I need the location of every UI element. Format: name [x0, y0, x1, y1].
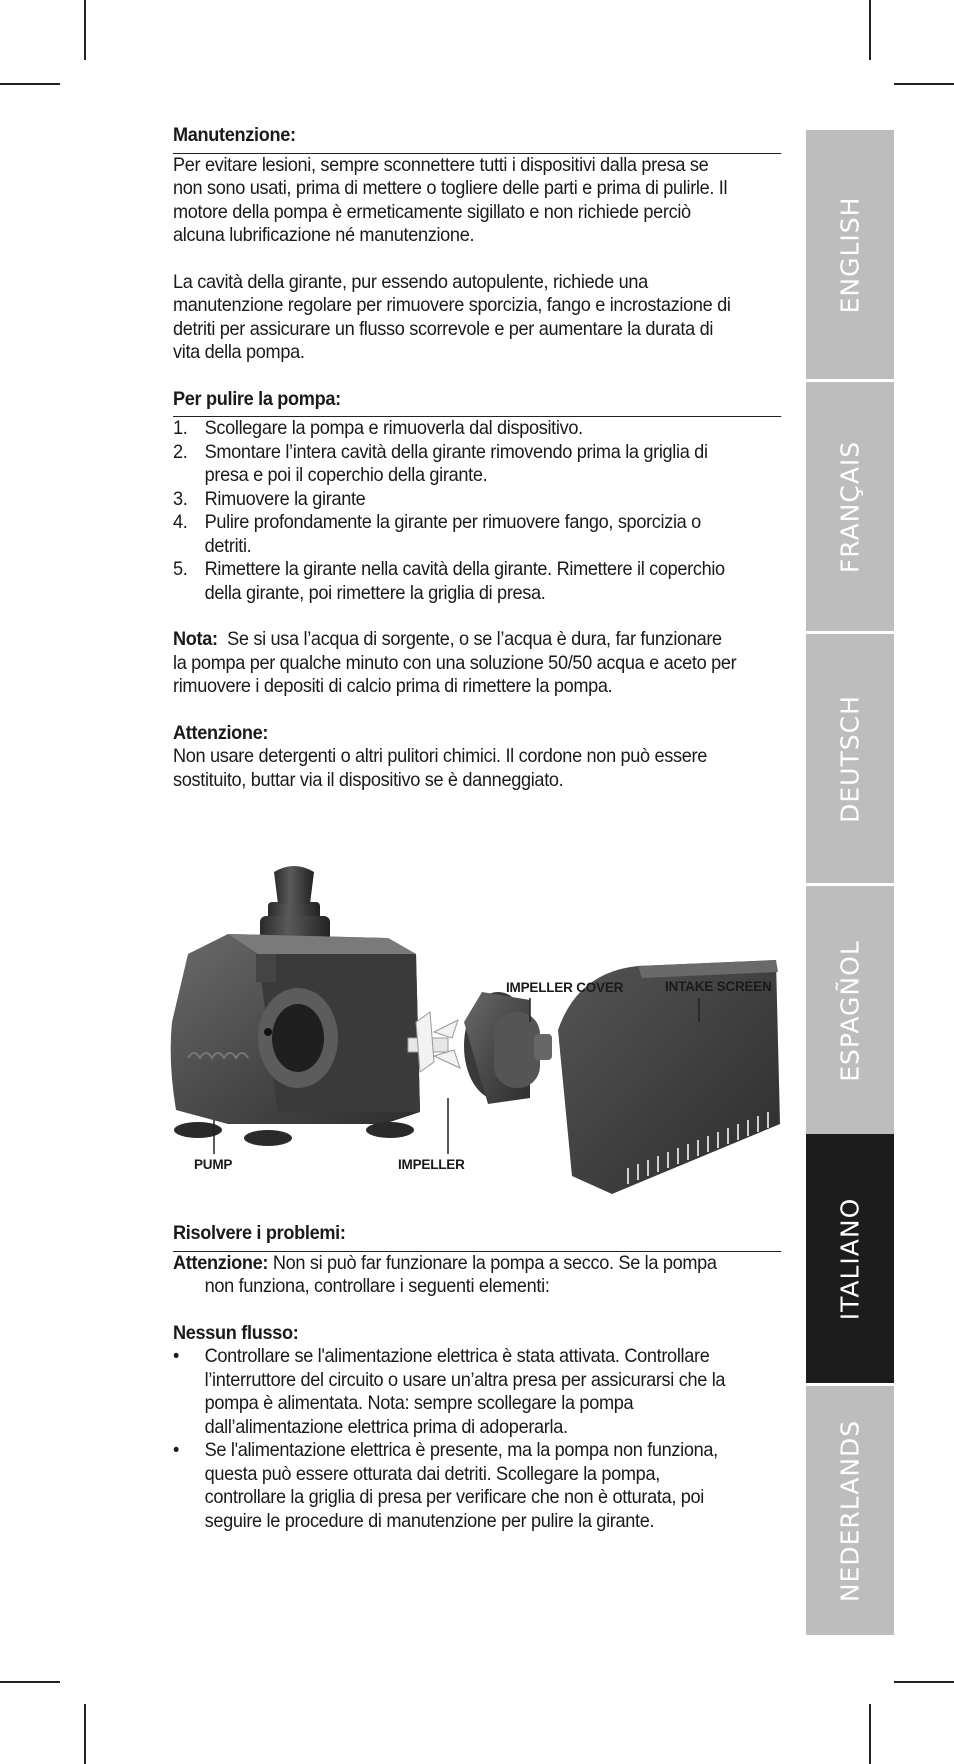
list-item: 1. Scollegare la pompa e rimuoverla dal dispositivo.	[173, 417, 583, 439]
troubleshooting-content	[173, 1222, 738, 1556]
impeller-cover	[464, 992, 552, 1104]
pump-diagram	[158, 862, 786, 1202]
impeller-label: IMPELLER	[398, 1157, 465, 1172]
list-item: 3. Rimuovere la girante	[173, 487, 366, 510]
list-item: 4. Pulire profondamente la girante per rimuovere fango, sporcizia o detriti.	[173, 511, 701, 557]
warning-text: Non usare detergenti o altri pulitori chimici. Il cordone non può essere sostituito, buttar via il dispositivo se è danneggiato.	[173, 745, 708, 791]
maintenance-paragraph-1: Per evitare lesioni, sempre sconnettere tutti i dispositivi dalla presa se non sono usati, prima di mettere o togliere delle parti e prima di pulirle. Il motore della pompa è ermeticamente sigillato e non richiede perciò alcuna lubrificazione né manutenzione.	[173, 153, 728, 246]
tab-english[interactable]: ENGLISH	[806, 130, 894, 379]
noflow-heading: Nessun flusso:	[173, 1321, 299, 1344]
cleaning-steps	[173, 417, 738, 605]
crop-mark	[894, 83, 954, 85]
list-item: 2. Smontare l’intera cavità della girante rimovendo prima la griglia di presa e poi il coperchio della girante.	[173, 440, 708, 486]
noflow-list	[173, 1345, 738, 1533]
crop-mark	[0, 83, 60, 85]
crop-mark	[869, 1704, 871, 1764]
crop-mark	[0, 1681, 60, 1683]
tab-francais[interactable]: FRANÇAIS	[806, 382, 894, 631]
warning-label: Attenzione:	[173, 721, 269, 744]
main-content	[173, 124, 738, 792]
troubleshooting-warning: Attenzione: Non si può far funzionare la pompa a secco. Se la pompa non funziona, controllare i seguenti elementi:	[173, 1251, 717, 1297]
crop-mark	[869, 0, 871, 60]
pump-label: PUMP	[194, 1157, 233, 1172]
cleaning-heading: Per pulire la pompa:	[173, 388, 781, 418]
pump-parts-illustration	[158, 862, 786, 1202]
list-item: • Controllare se l'alimentazione elettrica è stata attivata. Controllare l’interruttore del circuito o usare un’altra presa per assicurarsi che la pompa è alimentata. Nota: sempre scollegare la pompa dall’alimentazione elettrica prima di adoperarla.	[173, 1345, 726, 1438]
intake-screen	[558, 960, 780, 1194]
intake-screen-label: INTAKE SCREEN	[665, 979, 772, 994]
list-item: • Se l'alimentazione elettrica è presente, ma la pompa non funziona, questa può essere otturata dai detriti. Scollegare la pompa, controllare la griglia di presa per verificare che non è otturata, poi seguire le procedure di manutenzione per pulire la girante.	[173, 1439, 718, 1532]
tab-deutsch[interactable]: DEUTSCH	[806, 634, 894, 883]
impeller-cover-label: IMPELLER COVER	[506, 980, 624, 995]
crop-mark	[84, 0, 86, 60]
troubleshooting-heading: Risolvere i problemi:	[173, 1222, 781, 1252]
note-paragraph: Nota: Se si usa l’acqua di sorgente, o se l’acqua è dura, far funzionare la pompa per qualche minuto con una soluzione 50/50 acqua e aceto per rimuovere i depositi di calcio prima di rimettere la pompa.	[173, 628, 737, 697]
maintenance-paragraph-2: La cavità della girante, pur essendo autopulente, richiede una manutenzione regolare per rimuovere sporcizia, fango e incrostazione di detriti per assicurare un flusso scorrevole e per aumentare la durata di vita della pompa.	[173, 270, 731, 363]
tab-italiano[interactable]: ITALIANO	[806, 1134, 894, 1383]
maintenance-heading: Manutenzione:	[173, 124, 781, 154]
crop-mark	[894, 1681, 954, 1683]
tab-nederlands[interactable]: NEDERLANDS	[806, 1386, 894, 1635]
crop-mark	[84, 1704, 86, 1764]
list-item: 5. Rimettere la girante nella cavità della girante. Rimettere il coperchio della girante, poi rimettere la griglia di presa.	[173, 558, 725, 604]
tab-espagnol[interactable]: ESPAGÑOL	[806, 886, 894, 1135]
